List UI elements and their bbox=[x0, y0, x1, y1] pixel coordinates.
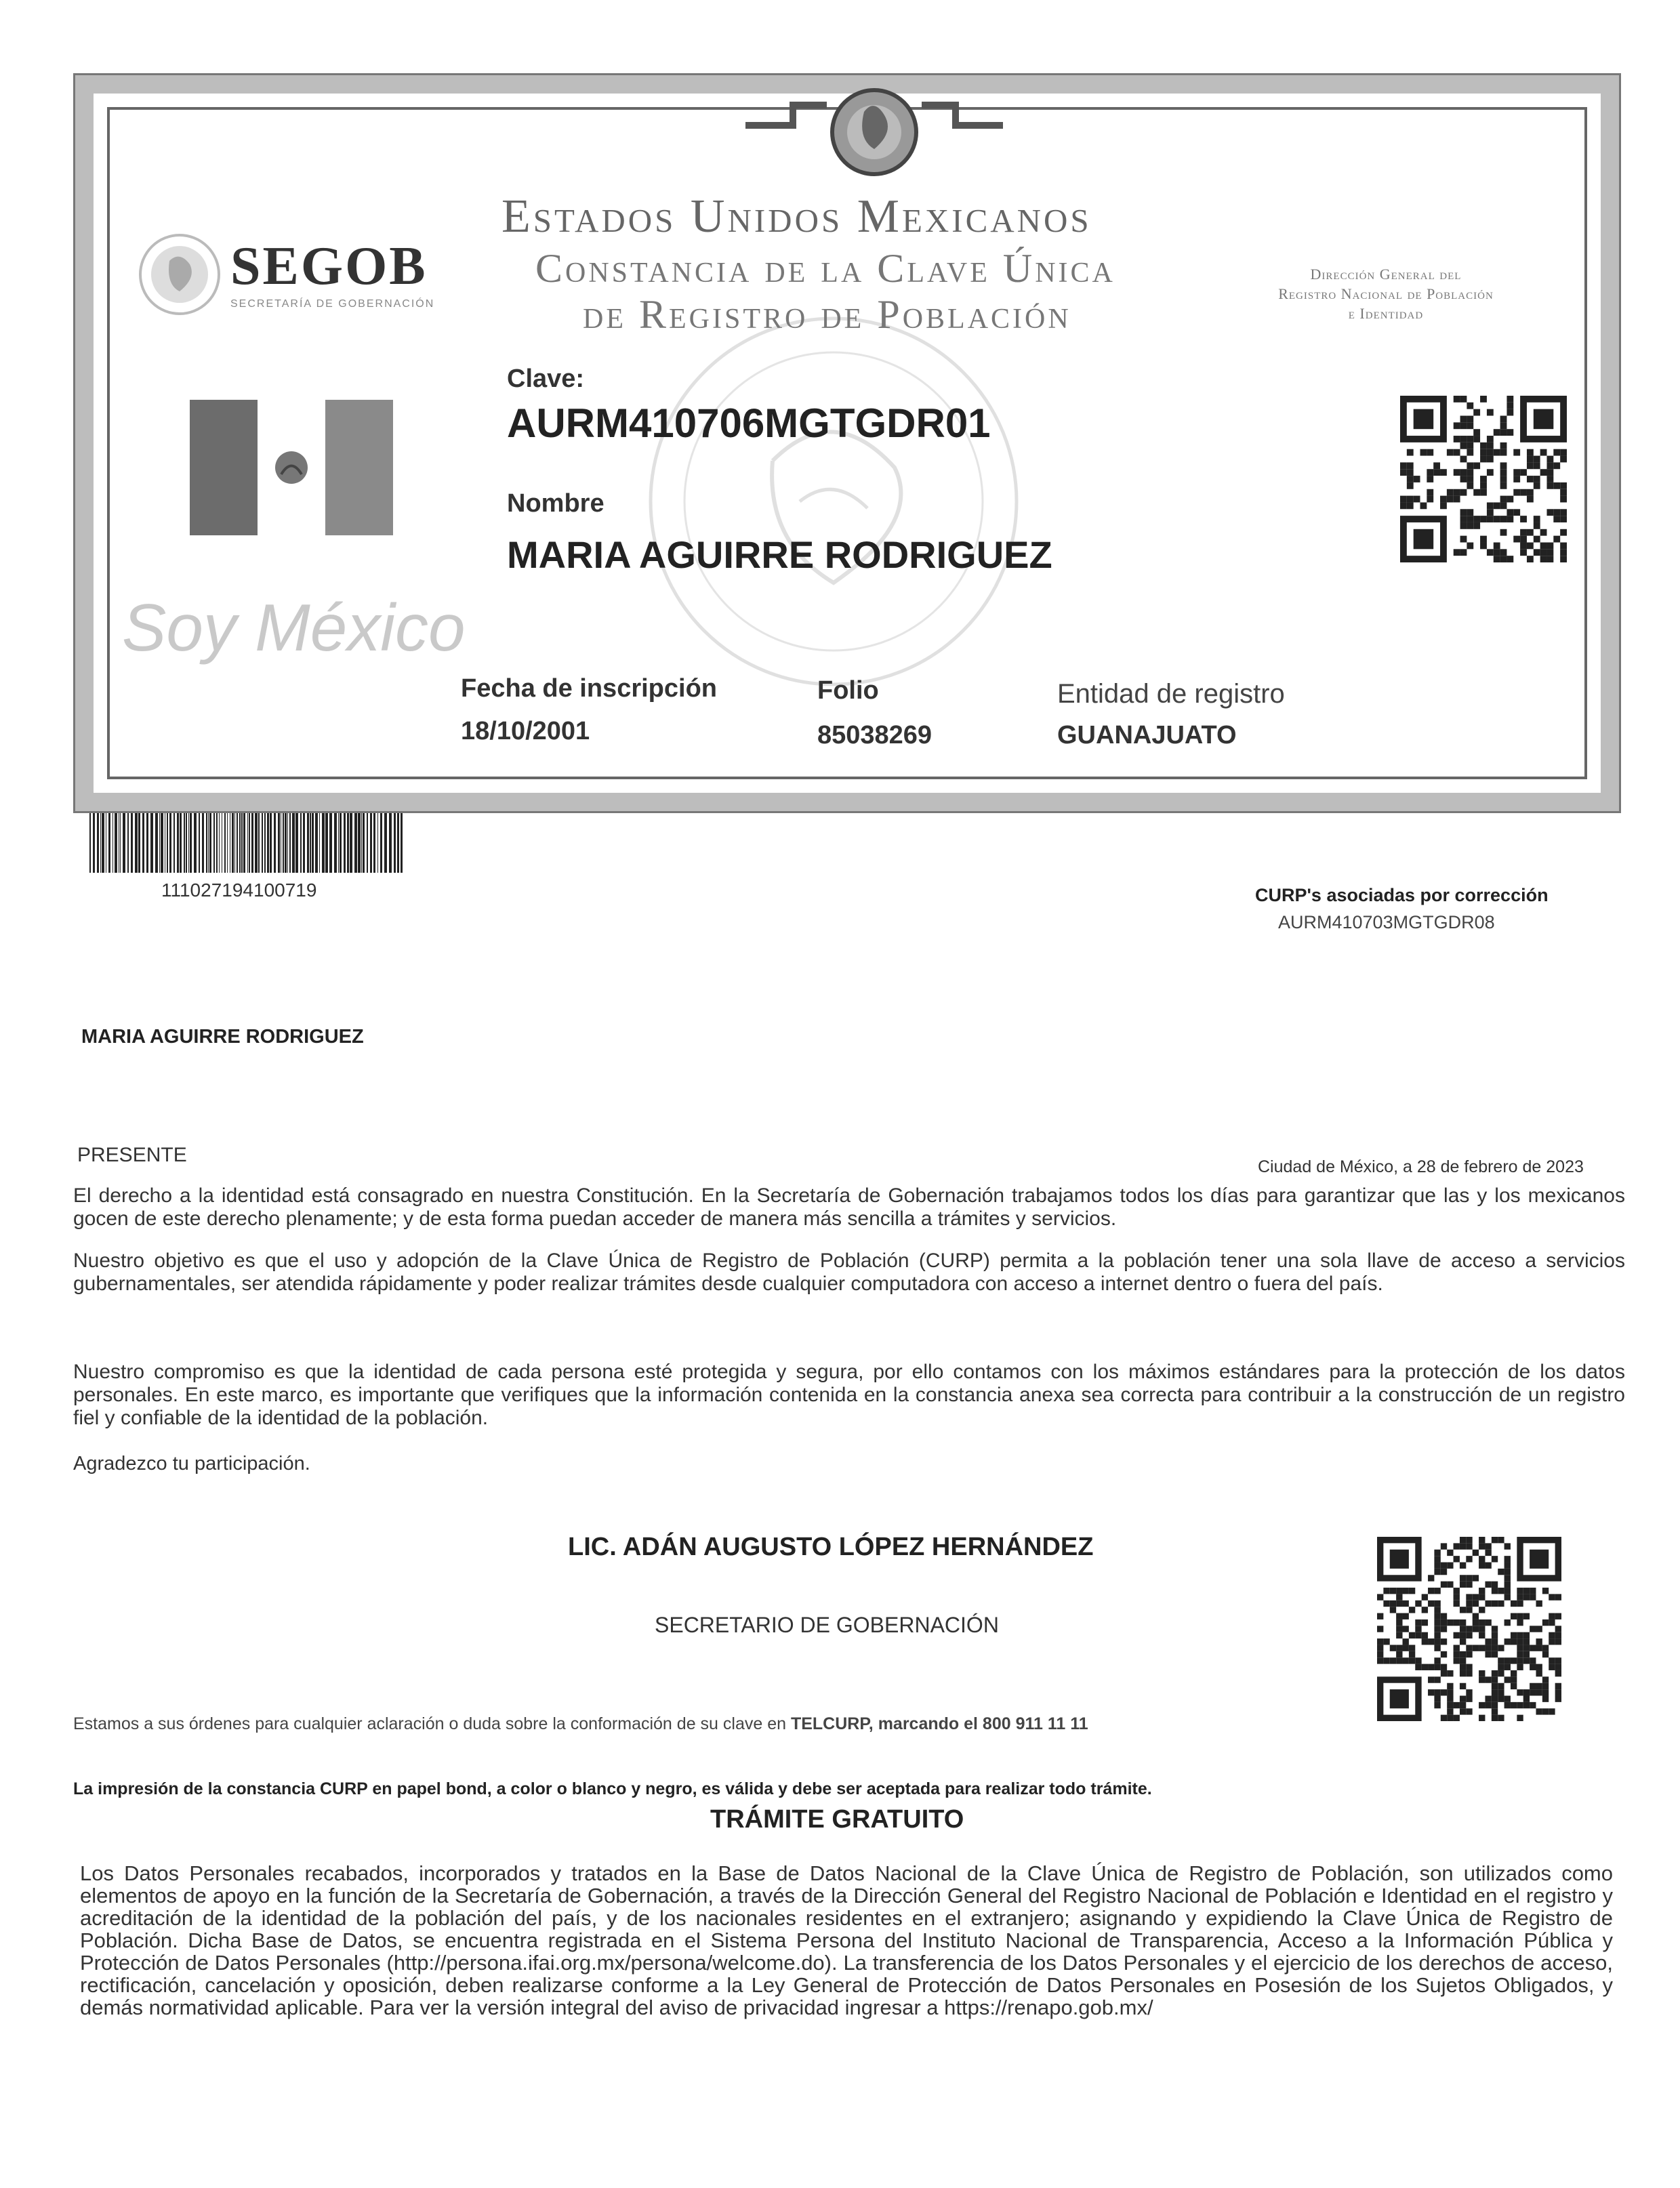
barcode-icon bbox=[87, 813, 405, 873]
mexican-flag-icon bbox=[190, 400, 393, 535]
segob-seal-icon bbox=[136, 230, 224, 318]
privacy-notice: Los Datos Personales recabados, incorporados y tratados en la Base de Datos Nacional de la Clave Única de Registro de Población, son utilizados como elementos de apoyo en la función de la Secretaría de Gobernación, a través de la Dirección General del Registro Nacional de Población e Identidad en el registro y acreditación de la identidad de la población del país, y de los nacionales residentes en el extranjero; asignando y expidiendo la Clave Única de Registro de Población. Dicha Base de Datos, se encuentra registrada en el Sistema Persona del Instituto Nacional de Transparencia, Acceso a la Información Pública y Protección de Datos Personales (http://persona.ifai.org.mx/persona/welcome.do). La transferencia de los Datos Personales y el ejercicio de los derechos de acceso, rectificación, cancelación y oposición, deben realizarse conforme a la Ley General de Protección de Datos Personales en Posesión de los Sujetos Obligados, y demás normatividad aplicable. Para ver la versión integral del aviso de privacidad ingresar a https://renapo.gob.mx/ bbox=[80, 1861, 1613, 2019]
telcurp-line: Estamos a sus órdenes para cualquier aclaración o duda sobre la conformación de su clave en TELCURP, marcando el 800 911 11 11 bbox=[73, 1714, 1088, 1733]
soy-mexico-slogan: Soy México bbox=[122, 590, 466, 665]
mexican-coat-of-arms-icon bbox=[732, 78, 1017, 180]
document-subtitle-1: Constancia de la Clave Única bbox=[535, 246, 1115, 291]
document-title: Estados Unidos Mexicanos bbox=[501, 190, 1092, 243]
fecha-label: Fecha de inscripción bbox=[461, 674, 717, 703]
paragraph-1: El derecho a la identidad está consagrado en nuestra Constitución. En la Secretaría de Gobernación trabajamos todos los días para garantizar que las y los mexicanos gocen de este derecho plenamente; y de esta forma puedan acceder de manera más sencilla a trámites y servicios. bbox=[73, 1184, 1625, 1230]
direction-name: Dirección General del Registro Nacional de Población e Identidad bbox=[1278, 266, 1494, 322]
clave-label: Clave: bbox=[507, 365, 585, 393]
place-date: Ciudad de México, a 28 de febrero de 2023 bbox=[1258, 1157, 1584, 1176]
folio-label: Folio bbox=[817, 676, 879, 705]
folio-value: 85038269 bbox=[817, 721, 933, 749]
document-subtitle-2: de Registro de Población bbox=[583, 292, 1071, 337]
closing: Agradezco tu participación. bbox=[73, 1453, 310, 1474]
agency-full-name: SECRETARÍA DE GOBERNACIÓN bbox=[230, 298, 435, 310]
fecha-value: 18/10/2001 bbox=[461, 717, 590, 745]
paragraph-2: Nuestro objetivo es que el uso y adopción de la Clave Única de Registro de Población (CURP) permita a la población tener una sola llave de acceso a servicios gubernamentales, ser atendida rápidamente y poder realizar trámites desde cualquier computadora con acceso a internet dentro o fuera del país. bbox=[73, 1250, 1625, 1295]
watermark-seal-icon bbox=[596, 298, 1071, 705]
recipient-name: MARIA AGUIRRE RODRIGUEZ bbox=[81, 1026, 364, 1048]
paragraph-3: Nuestro compromiso es que la identidad de cada persona esté protegida y segura, por ello contamos con los máximos estándares para la protección de los datos personales. En este marco, es importante que verifiques que la información contenida en la constancia anexa sea correcta para contribuir a la construcción de un registro fiel y confiable de la identidad de la población. bbox=[73, 1361, 1625, 1429]
nombre-value: MARIA AGUIRRE RODRIGUEZ bbox=[507, 533, 1052, 576]
signer-title: SECRETARIO DE GOBERNACIÓN bbox=[655, 1613, 999, 1637]
nombre-label: Nombre bbox=[507, 489, 605, 518]
associated-curps-label: CURP's asociadas por corrección bbox=[1255, 885, 1549, 905]
clave-value: AURM410706MGTGDR01 bbox=[507, 400, 991, 446]
qr-code-icon bbox=[1400, 396, 1567, 562]
agency-name: SEGOB bbox=[230, 236, 428, 296]
validity-note: La impresión de la constancia CURP en papel bond, a color o blanco y negro, es válida y debe ser aceptada para realizar todo trámite. bbox=[73, 1779, 1152, 1798]
presente: PRESENTE bbox=[77, 1144, 187, 1166]
signer-name: LIC. ADÁN AUGUSTO LÓPEZ HERNÁNDEZ bbox=[568, 1533, 1094, 1561]
entidad-label: Entidad de registro bbox=[1057, 679, 1285, 709]
barcode-number: 111027194100719 bbox=[161, 880, 317, 901]
entidad-value: GUANAJUATO bbox=[1057, 721, 1237, 749]
qr-code-icon bbox=[1377, 1537, 1561, 1721]
associated-curp-value: AURM410703MGTGDR08 bbox=[1278, 912, 1495, 932]
free-procedure: TRÁMITE GRATUITO bbox=[710, 1805, 964, 1834]
